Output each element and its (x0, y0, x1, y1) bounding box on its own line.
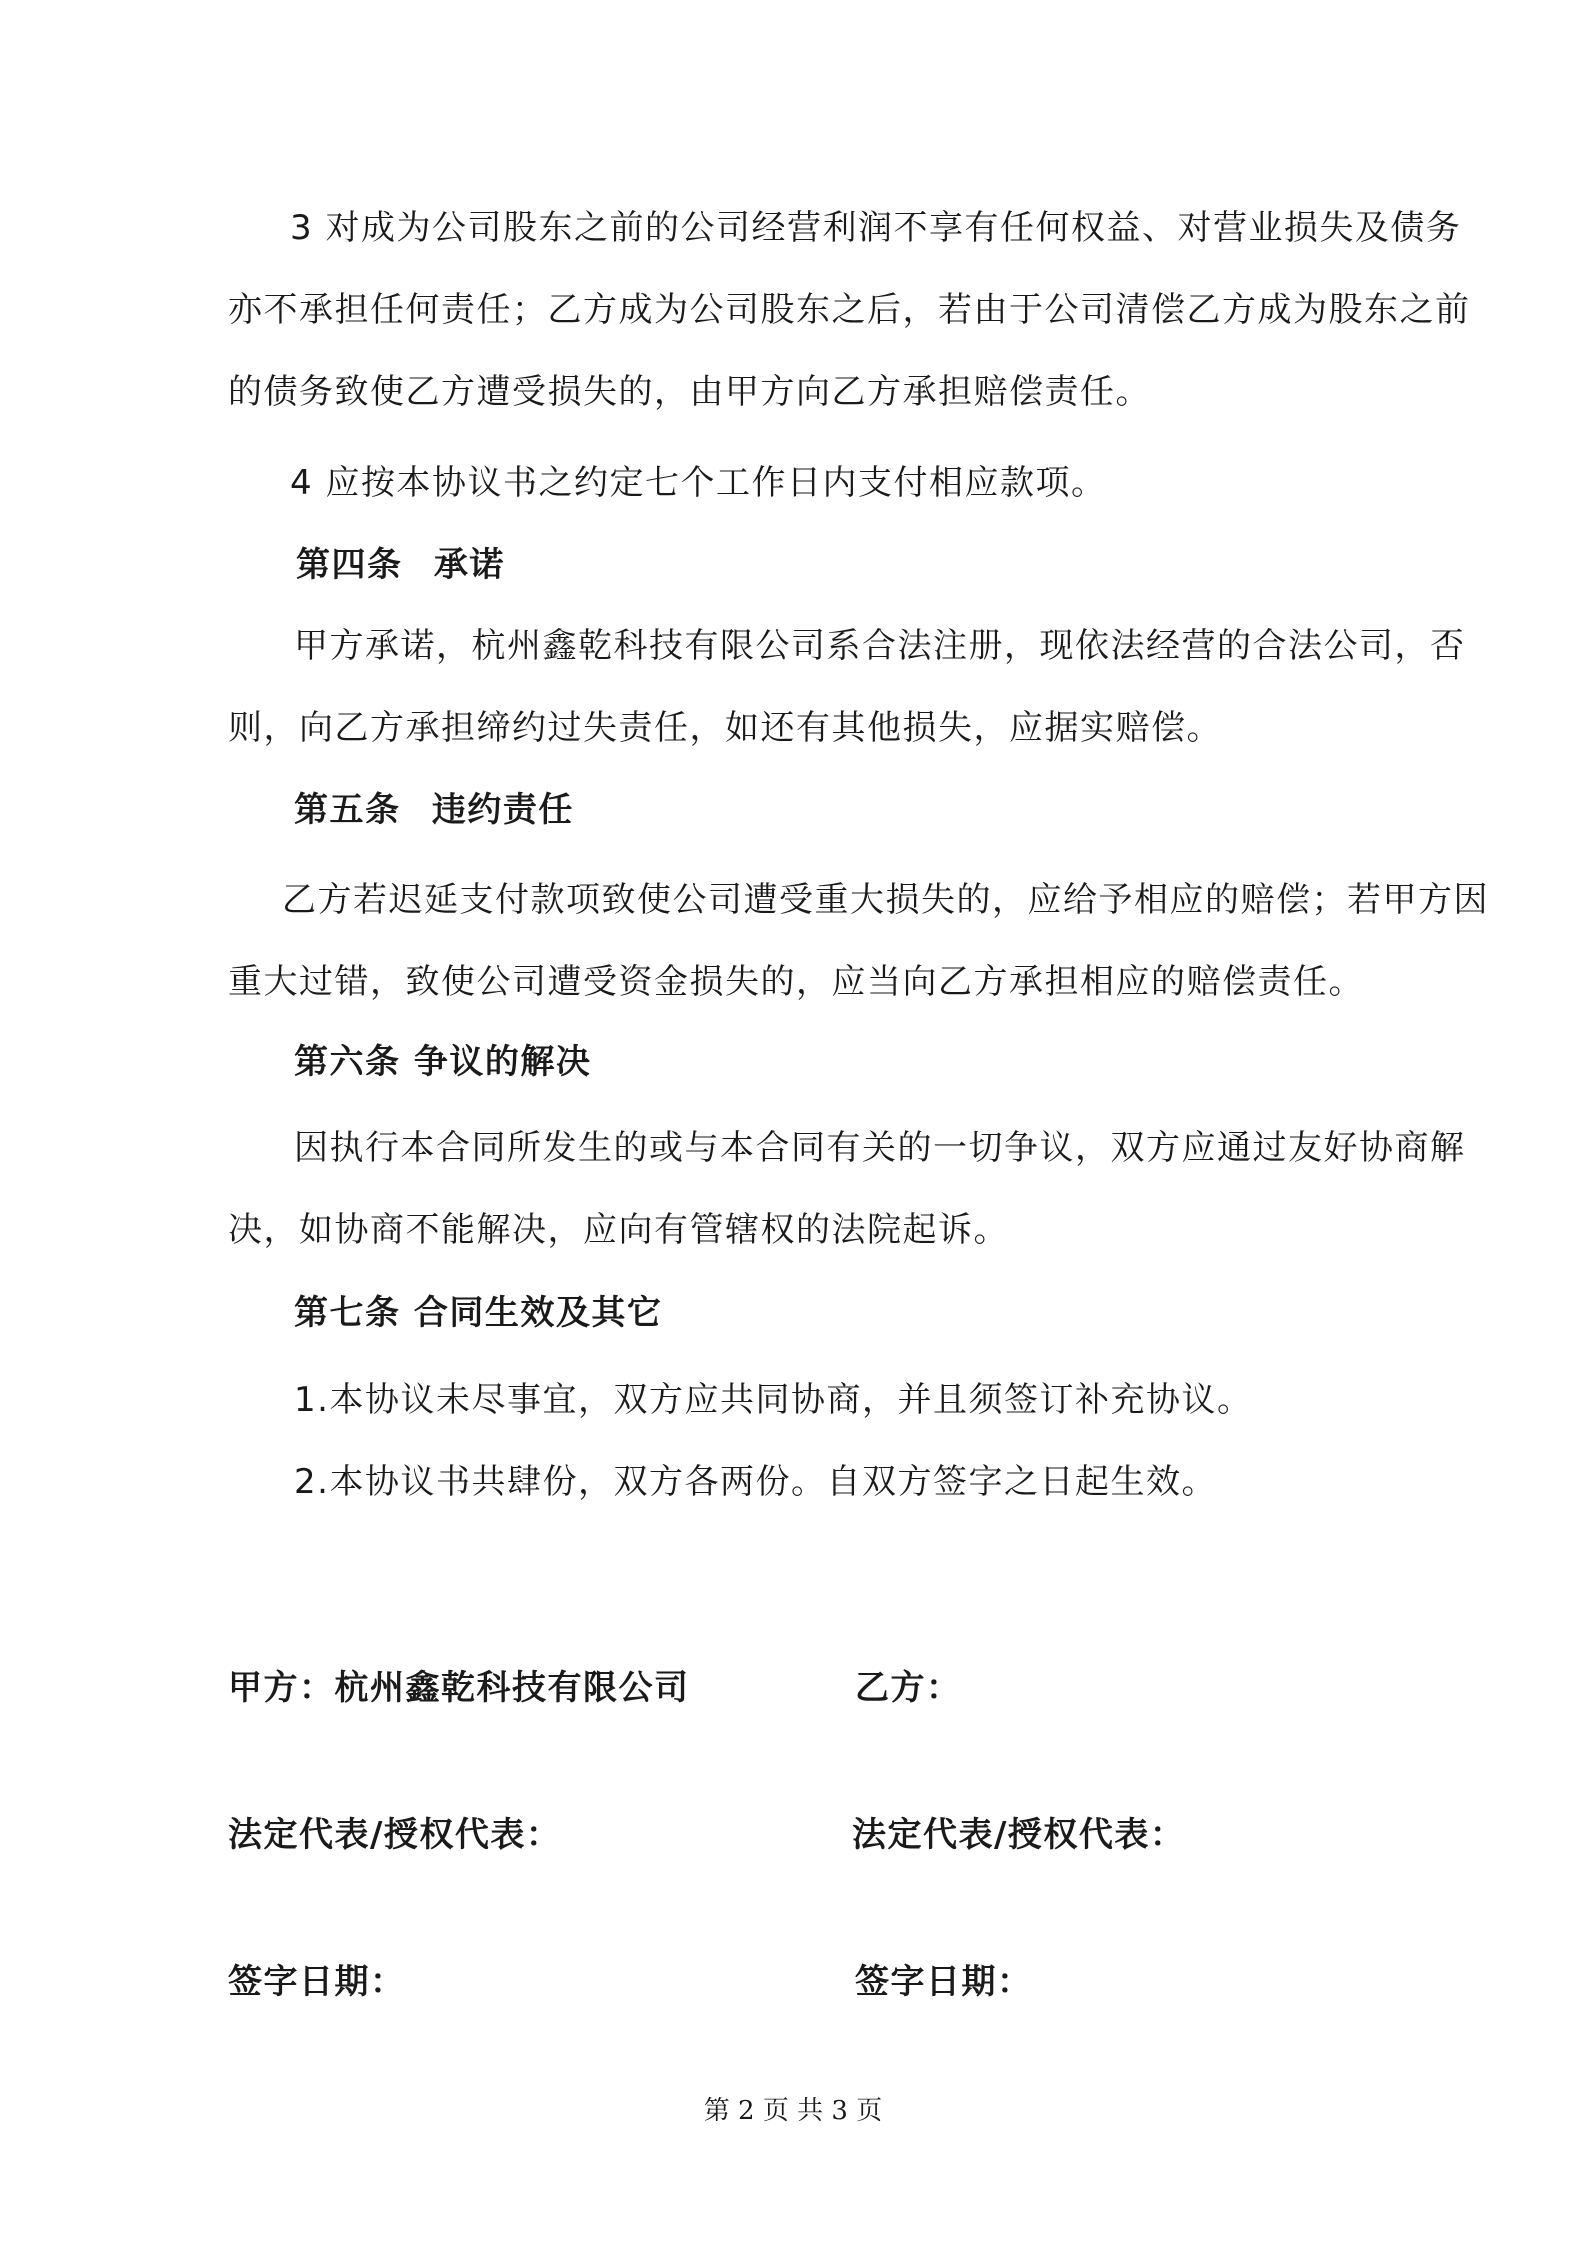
article7-item1: 1.本协议未尽事宜，双方应共同协商，并且须签订补充协议。 (294, 1380, 1253, 1420)
party-a-label: 甲方：杭州鑫乾科技有限公司 (228, 1668, 690, 1708)
article7-item2: 2.本协议书共肆份，双方各两份。自双方签字之日起生效。 (294, 1462, 1217, 1502)
article4-line2: 则，向乙方承担缔约过失责任，如还有其他损失，应据实赔偿。 (228, 708, 1222, 748)
article3-item3-line2: 亦不承担任何责任；乙方成为公司股东之后，若由于公司清偿乙方成为股东之前 (228, 290, 1471, 330)
article6-line2: 决，如协商不能解决，应向有管辖权的法院起诉。 (228, 1210, 1009, 1250)
article6-title: 第六条 争议的解决 (294, 1042, 592, 1082)
article4-line1: 甲方承诺，杭州鑫乾科技有限公司系合法注册，现依法经营的合法公司，否 (294, 626, 1466, 666)
article5-title: 第五条 违约责任 (294, 790, 574, 830)
article5-line2: 重大过错，致使公司遭受资金损失的，应当向乙方承担相应的赔偿责任。 (228, 962, 1364, 1002)
party-b-sign-date-label: 签字日期： (855, 1962, 1033, 2002)
article3-item3-line1: 3 对成为公司股东之前的公司经营利润不享有任何权益、对营业损失及债务 (290, 208, 1462, 248)
party-a-representative-label: 法定代表/授权代表： (228, 1815, 562, 1855)
party-b-label: 乙方： (855, 1668, 962, 1708)
article7-title: 第七条 合同生效及其它 (294, 1293, 663, 1333)
party-a-sign-date-label: 签字日期： (228, 1962, 406, 2002)
article5-line1: 乙方若迟延支付款项致使公司遭受重大损失的，应给予相应的赔偿；若甲方因 (282, 880, 1489, 920)
article4-title: 第四条 承诺 (296, 545, 505, 585)
article3-item4: 4 应按本协议书之约定七个工作日内支付相应款项。 (290, 463, 1107, 503)
article3-item3-line3: 的债务致使乙方遭受损失的，由甲方向乙方承担赔偿责任。 (228, 372, 1151, 412)
article6-line1: 因执行本合同所发生的或与本合同有关的一切争议，双方应通过友好协商解 (294, 1128, 1466, 1168)
page-number-footer: 第 2 页 共 3 页 (703, 2096, 883, 2126)
party-b-representative-label: 法定代表/授权代表： (852, 1815, 1186, 1855)
